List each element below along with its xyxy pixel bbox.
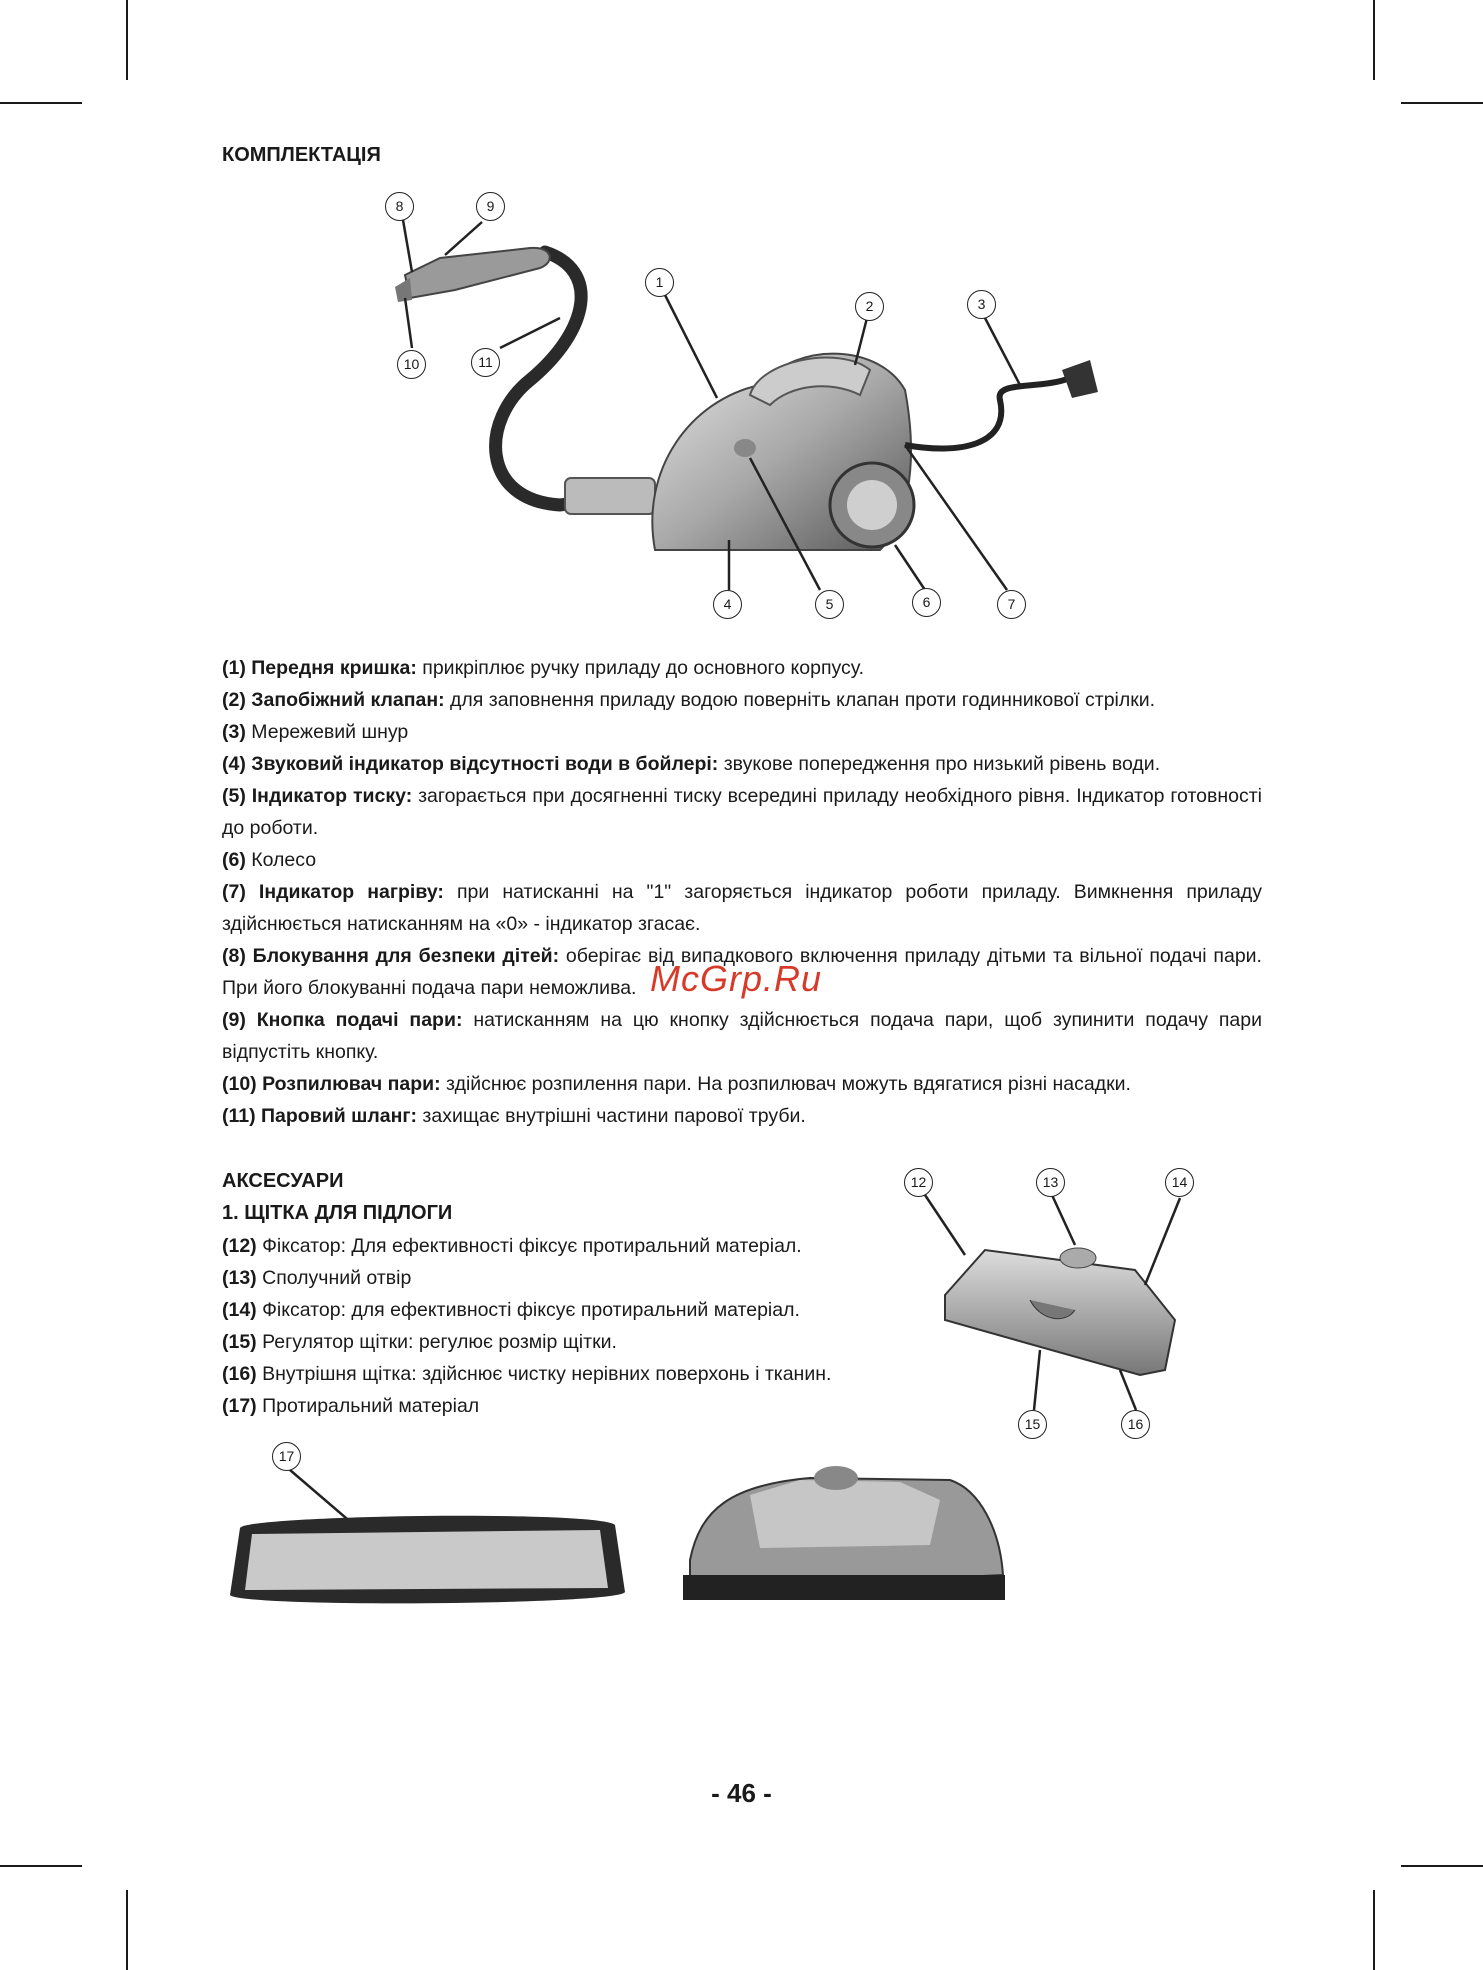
list-item: (12) Фіксатор: Для ефективності фіксує протиральний матеріал. — [222, 1235, 802, 1257]
callout-4: 4 — [713, 590, 742, 619]
cleaning-cloth — [230, 1516, 625, 1604]
list-item: (3) Мережевий шнур — [222, 721, 409, 743]
callout-11: 11 — [471, 348, 500, 377]
list-item: (8) Блокування для безпеки дітей: оберігає від випадкового включення приладу дітьми та вільної подачі пари. При його блокуванні подача пари неможлива. — [222, 945, 1262, 999]
floor-brush-photo — [683, 1466, 1005, 1600]
list-item: (4) Звуковий індикатор відсутності води в бойлері: звукове попередження про низький рівень води. — [222, 753, 1161, 775]
list-item: (16) Внутрішня щітка: здійснює чистку нерівних поверхонь і тканин. — [222, 1363, 832, 1385]
callout-10: 10 — [397, 350, 426, 379]
floor-brush — [945, 1248, 1175, 1375]
list-item: (2) Запобіжний клапан: для заповнення приладу водою поверніть клапан проти годинникової стрілки. — [222, 689, 1156, 711]
accessories-heading: АКСЕСУАРИ — [222, 1170, 344, 1192]
page-number: - 46 - — [711, 1778, 772, 1808]
callout-3: 3 — [967, 290, 996, 319]
list-item: (11) Паровий шланг: захищає внутрішні частини парової труби. — [222, 1105, 806, 1127]
floor-brush-heading: 1. ЩІТКА ДЛЯ ПІДЛОГИ — [222, 1202, 453, 1224]
callout-1: 1 — [645, 268, 674, 297]
list-item: (10) Розпилювач пари: здійснює розпилення пари. На розпилювач можуть вдягатися різні насадки. — [222, 1073, 1131, 1095]
callout-12: 12 — [904, 1168, 933, 1197]
callout-6: 6 — [912, 588, 941, 617]
list-item: (7) Індикатор нагріву: при натисканні на "1" загоряється індикатор роботи приладу. Вимкнення приладу здійснюється натисканням на «0» - індикатор згасає. — [222, 881, 1263, 935]
list-item: (9) Кнопка подачі пари: натисканням на цю кнопку здійснюється подача пари, щоб зупинити подачу пари відпустіть кнопку. — [222, 1009, 1263, 1063]
callout-7: 7 — [997, 590, 1026, 619]
callout-13: 13 — [1036, 1168, 1065, 1197]
list-item: (17) Протиральний матеріал — [222, 1395, 480, 1417]
callout-2: 2 — [855, 292, 884, 321]
list-item: (14) Фіксатор: для ефективності фіксує протиральний матеріал. — [222, 1299, 800, 1321]
callout-17: 17 — [272, 1442, 301, 1471]
list-item: (1) Передня кришка: прикріплює ручку приладу до основного корпусу. — [222, 657, 864, 679]
contents-heading: КОМПЛЕКТАЦІЯ — [222, 144, 381, 166]
list-item: (15) Регулятор щітки: регулює розмір щітки. — [222, 1331, 617, 1353]
callout-15: 15 — [1018, 1410, 1047, 1439]
watermark: McGrp.Ru — [650, 958, 823, 999]
callout-9: 9 — [476, 192, 505, 221]
list-item: (5) Індикатор тиску: загорається при досягненні тиску всередині приладу необхідного рівня. Індикатор готовності до роботи. — [222, 785, 1262, 839]
callout-8: 8 — [385, 192, 414, 221]
list-item: (13) Сполучний отвір — [222, 1267, 412, 1289]
callout-16: 16 — [1121, 1410, 1150, 1439]
callout-14: 14 — [1165, 1168, 1194, 1197]
callout-5: 5 — [815, 590, 844, 619]
list-item: (6) Колесо — [222, 849, 317, 871]
